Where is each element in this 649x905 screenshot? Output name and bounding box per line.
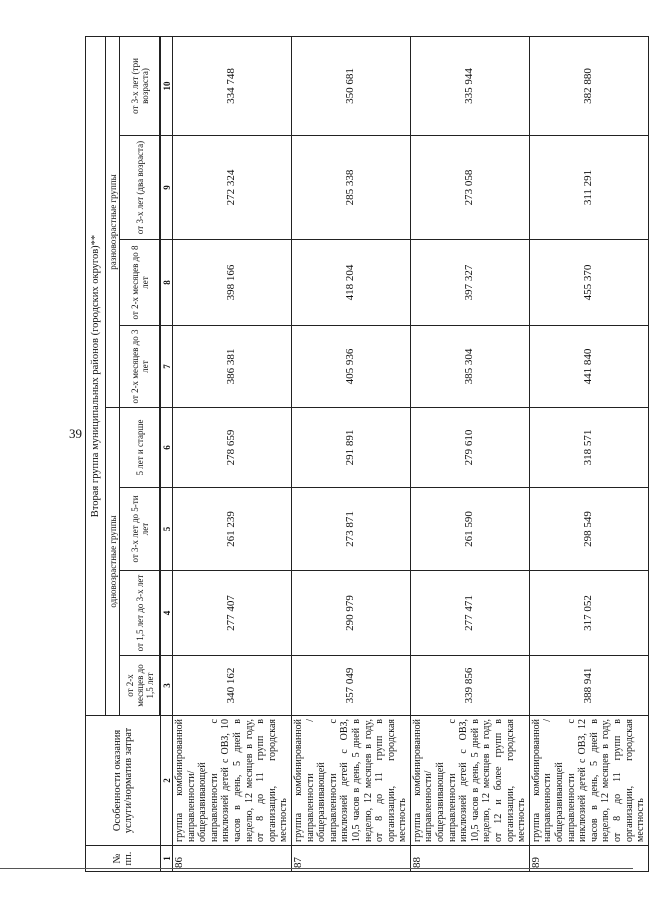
col-number: 7 (161, 326, 173, 408)
row-description: группа комбинированной направленности/ общеразвивающей направленности с инклюзией детей с ОВЗ, 10,5 часов в день, 5 дней в неделю, 12 месяцев в году, от 12 и более групп в организации, городская местность (410, 716, 529, 846)
page-edge-line (0, 868, 633, 869)
cell-value: 340 162 (173, 656, 292, 716)
cell-value: 357 049 (291, 656, 410, 716)
cell-value: 278 659 (173, 408, 292, 488)
header-sub: от 3-х лет (три возраста) (120, 37, 160, 136)
cell-value: 418 204 (291, 240, 410, 326)
cell-value: 279 610 (410, 408, 529, 488)
col-number: 1 (161, 846, 173, 872)
cell-value: 397 327 (410, 240, 529, 326)
header-sub: от 2-х месяцев до 3 лет (120, 326, 160, 408)
header-single-age: одновозрастные группы (106, 408, 120, 716)
cell-value: 311 291 (529, 136, 648, 240)
cell-value: 455 370 (529, 240, 648, 326)
cell-value: 318 571 (529, 408, 648, 488)
cell-value: 388 941 (529, 656, 648, 716)
cell-value: 298 549 (529, 488, 648, 571)
cell-value: 285 338 (291, 136, 410, 240)
cost-norms-table (85, 36, 649, 872)
row-number: 86 (173, 846, 292, 872)
cell-value: 405 936 (291, 326, 410, 408)
table-row (173, 37, 292, 872)
row-description: группа комбинированной направленности / общеразвивающей направленности с инклюзией детей с ОВЗ, 12 часов в день, 5 дней в неделю, 12 месяцев в году, от 8 до 11 групп в организации, городская местность (529, 716, 648, 846)
row-number: 89 (529, 846, 648, 872)
col-number: 10 (161, 37, 173, 136)
cell-value: 334 748 (173, 37, 292, 136)
col-number: 4 (161, 571, 173, 656)
header-no: № пп. (86, 846, 161, 872)
table-row (529, 37, 648, 872)
col-number: 9 (161, 136, 173, 240)
cell-value: 317 052 (529, 571, 648, 656)
header-sub: 5 лет и старше (120, 408, 160, 488)
header-description: Особенности оказания услуги/норматив затрат (86, 716, 161, 846)
cell-value: 277 471 (410, 571, 529, 656)
col-number: 8 (161, 240, 173, 326)
page-number: 39 (69, 426, 82, 441)
row-description: группа комбинированной направленности / общеразвивающей направленности с инклюзией детей с ОВЗ, 10,5 часов в день, 5 дней в неделю, 12 месяцев в году, от 8 до 11 групп в организации, городская местность (291, 716, 410, 846)
cell-value: 382 880 (529, 37, 648, 136)
cell-value: 339 856 (410, 656, 529, 716)
header-sub: от 3-х лет (два возраста) (120, 136, 160, 240)
header-sub: от 3-х лет до 5-ти лет (120, 488, 160, 571)
header-mixed-age: разновозрастные группы (106, 37, 120, 408)
col-number: 2 (161, 716, 173, 846)
col-number: 3 (161, 656, 173, 716)
table-row (410, 37, 529, 872)
col-number: 5 (161, 488, 173, 571)
header-group: Вторая группа муниципальных районов (городских округов)** (86, 37, 106, 716)
cell-value: 291 891 (291, 408, 410, 488)
cell-value: 290 979 (291, 571, 410, 656)
row-number: 87 (291, 846, 410, 872)
row-number: 88 (410, 846, 529, 872)
cell-value: 261 590 (410, 488, 529, 571)
header-sub: от 1,5 лет до 3-х лет (120, 571, 160, 656)
cell-value: 277 407 (173, 571, 292, 656)
header-sub: от 2-х месяцев до 1,5 лет (120, 656, 160, 716)
cell-value: 273 058 (410, 136, 529, 240)
table-row (291, 37, 410, 872)
cell-value: 350 681 (291, 37, 410, 136)
row-description: группа комбинированной направленности/ общеразвивающей направленности с инклюзией детей с ОВЗ, 10 часов в день, 5 дней в неделю, 12 месяцев в году, от 8 до 11 групп в организации, городская местность (173, 716, 292, 846)
cell-value: 272 324 (173, 136, 292, 240)
cell-value: 398 166 (173, 240, 292, 326)
cell-value: 273 871 (291, 488, 410, 571)
cell-value: 261 239 (173, 488, 292, 571)
cell-value: 335 944 (410, 37, 529, 136)
cell-value: 441 840 (529, 326, 648, 408)
cell-value: 385 304 (410, 326, 529, 408)
col-number: 6 (161, 408, 173, 488)
header-sub: от 2-х месяцев до 8 лет (120, 240, 160, 326)
cell-value: 386 381 (173, 326, 292, 408)
